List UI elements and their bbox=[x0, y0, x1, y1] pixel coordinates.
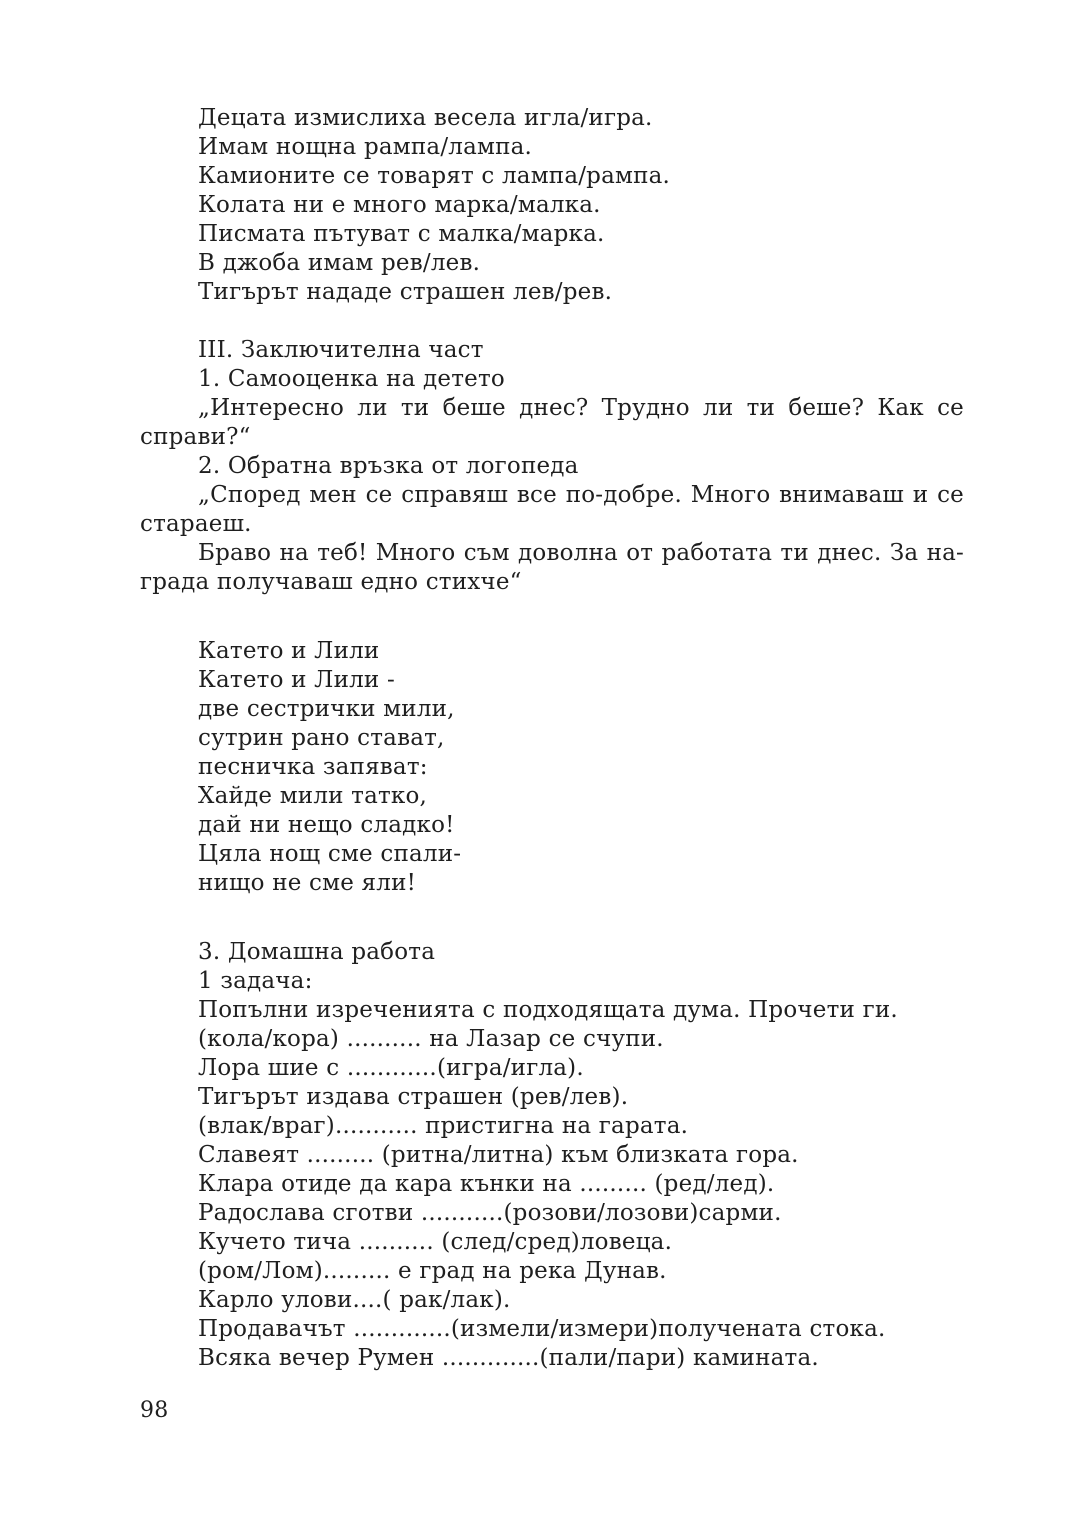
homework-sentence: Карло улови....( рак/лак). bbox=[198, 1287, 511, 1313]
poem-line: песничка запяват: bbox=[198, 754, 428, 780]
poem-line: Катето и Лили - bbox=[198, 667, 395, 693]
homework-heading: 3. Домашна работа bbox=[198, 939, 436, 965]
text-block bbox=[140, 104, 964, 1373]
feedback-label: 2. Обратна връзка от логопеда bbox=[198, 453, 579, 479]
word-choice-sentence: В джоба имам рев/лев. bbox=[198, 250, 481, 276]
quote-line: справи?“ bbox=[140, 424, 251, 450]
word-choice-sentence: Камионите се товарят с лампа/рампа. bbox=[198, 163, 671, 189]
poem-line: две сестрички мили, bbox=[198, 696, 455, 722]
homework-sentence: Славеят ......... (ритна/литна) към близката гора. bbox=[198, 1142, 799, 1168]
homework-sentence: Радослава сготви ...........(розови/лозови)сарми. bbox=[198, 1200, 782, 1226]
homework-sentence: Лора шие с ............(игра/игла). bbox=[198, 1055, 584, 1081]
word-choice-sentence: Имам нощна рампа/лампа. bbox=[198, 134, 533, 160]
spacer bbox=[140, 307, 964, 336]
poem-line: нищо не сме яли! bbox=[198, 870, 417, 896]
homework-sentence: (кола/кора) .......... на Лазар се счупи. bbox=[198, 1026, 664, 1052]
homework-sentence: Всяка вечер Румен .............(пали/пари) камината. bbox=[198, 1345, 819, 1371]
homework-sentence: Клара отиде да кара кънки на ......... (ред/лед). bbox=[198, 1171, 775, 1197]
quote-line: Браво на теб! Много съм доволна от работата ти днес. За на- bbox=[198, 540, 964, 566]
poem-line: Хайде мили татко, bbox=[198, 783, 428, 809]
homework-task-label: 1 задача: bbox=[198, 968, 313, 994]
homework-sentence: (ром/Лом)......... е град на река Дунав. bbox=[198, 1258, 667, 1284]
quote-line: стараеш. bbox=[140, 511, 252, 537]
homework-sentence: Кучето тича .......... (след/сред)ловеца. bbox=[198, 1229, 673, 1255]
conclusion-heading: III. Заключителна част bbox=[198, 337, 484, 363]
word-choice-sentence: Децата измислиха весела игла/игра. bbox=[198, 105, 653, 131]
poem-line: дай ни нещо сладко! bbox=[198, 812, 455, 838]
word-choice-sentence: Писмата пътуват с малка/марка. bbox=[198, 221, 605, 247]
word-choice-sentence: Колата ни е много марка/малка. bbox=[198, 192, 601, 218]
quote-line: „Според мен се справяш все по-добре. Много внимаваш и се bbox=[198, 482, 964, 508]
poem-line: сутрин рано стават, bbox=[198, 725, 445, 751]
homework-instruction: Попълни изреченията с подходящата дума. Прочети ги. bbox=[198, 997, 898, 1023]
poem-line: Цяла нощ сме спали- bbox=[198, 841, 462, 867]
spacer bbox=[140, 898, 964, 938]
spacer bbox=[140, 597, 964, 637]
page-number: 98 bbox=[140, 1398, 169, 1423]
homework-sentence: (влак/враг)........... пристигна на гарата. bbox=[198, 1113, 689, 1139]
homework-sentence: Продавачът .............(измели/измери)получената стока. bbox=[198, 1316, 886, 1342]
homework-sentence: Тигърът издава страшен (рев/лев). bbox=[198, 1084, 629, 1110]
self-assessment-label: 1. Самооценка на детето bbox=[198, 366, 505, 392]
quote-line: града получаваш едно стихче“ bbox=[140, 569, 522, 595]
word-choice-sentence: Тигърът нададе страшен лев/рев. bbox=[198, 279, 613, 305]
poem-title: Катето и Лили bbox=[198, 638, 380, 664]
quote-line: „Интересно ли ти беше днес? Трудно ли ти беше? Как се bbox=[198, 395, 964, 421]
